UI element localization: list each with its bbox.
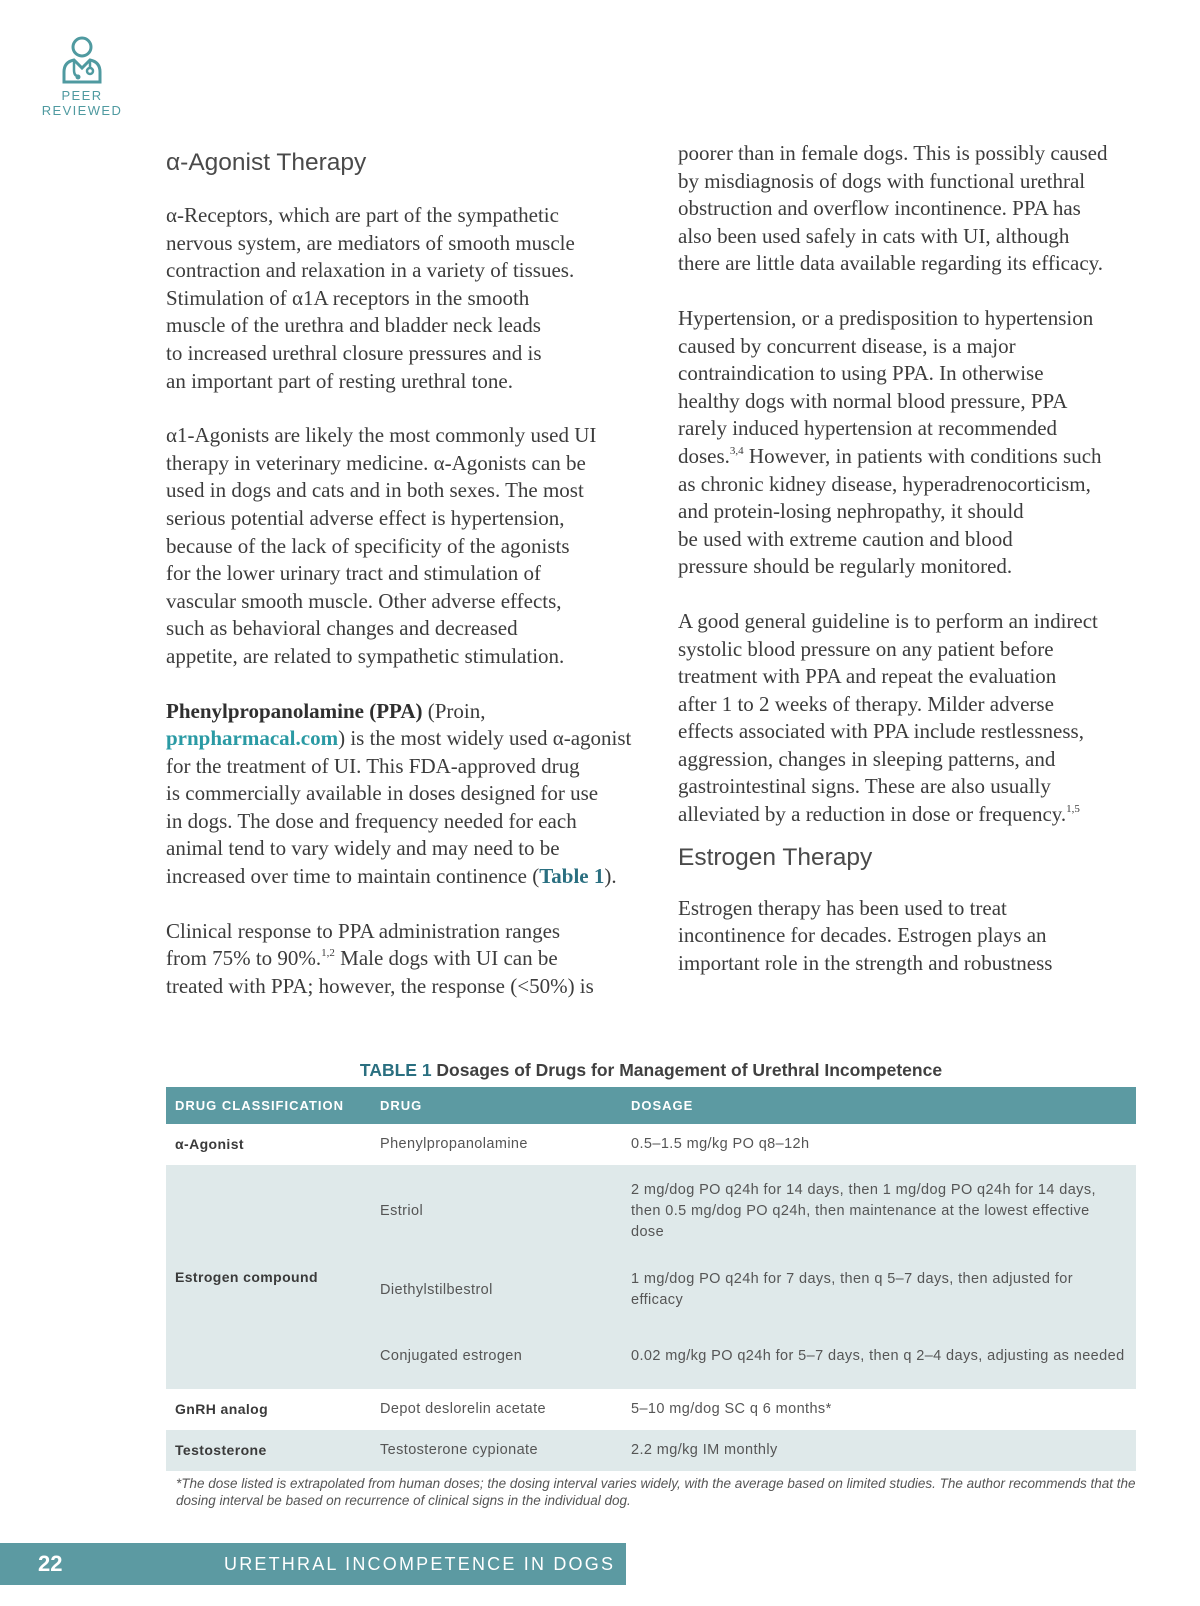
table-label: TABLE 1 bbox=[359, 1060, 432, 1080]
table-header-row bbox=[166, 1087, 1136, 1124]
text-line: healthy dogs with normal blood pressure, PPA bbox=[678, 388, 1068, 413]
text-line: therapy in veterinary medicine. α-Agonists can be bbox=[166, 450, 586, 475]
table-1-reference[interactable]: Table 1 bbox=[539, 864, 605, 889]
cell-drug: Conjugated estrogen bbox=[371, 1323, 622, 1389]
text-line: as chronic kidney disease, hyperadrenocorticism, bbox=[678, 471, 1091, 496]
citation-superscript: 1,2 bbox=[321, 947, 335, 960]
paragraph-ppa bbox=[166, 698, 632, 891]
text-line: incontinence for decades. Estrogen plays an bbox=[678, 923, 1047, 948]
text-line: important role in the strength and robustness bbox=[678, 950, 1053, 975]
right-column bbox=[678, 140, 1148, 1004]
badge-line-1: PEER bbox=[61, 88, 103, 103]
table-footnote: *The dose listed is extrapolated from human doses; the dosing interval varies widely, with the average based on limited studies. The author recommends that the dosing interval be based on recurrence of clinical signs in the individual dog. bbox=[176, 1476, 1136, 1508]
text-line: gastrointestinal signs. These are also usually bbox=[678, 774, 1051, 799]
doctor-icon bbox=[58, 34, 106, 84]
hypertension-text: However, in patients with conditions such bbox=[743, 443, 1102, 468]
text-line: muscle of the urethra and bladder neck leads bbox=[166, 313, 541, 338]
text-line bbox=[678, 443, 1148, 471]
alpha-agonist-heading: α-Agonist Therapy bbox=[166, 149, 367, 176]
header-drug: DRUG bbox=[371, 1087, 622, 1124]
text-line bbox=[678, 801, 1148, 829]
estrogen-therapy-heading: Estrogen Therapy bbox=[678, 843, 873, 871]
text-line: such as behavioral changes and decreased bbox=[166, 616, 518, 641]
paragraph-estrogen bbox=[678, 895, 1148, 978]
clinical-text: Male dogs with UI can be bbox=[334, 946, 558, 971]
text-line: also been used safely in cats with UI, although bbox=[678, 223, 1070, 248]
ppa-last-before: increased over time to maintain continence ( bbox=[166, 864, 540, 889]
text-line: pressure should be regularly monitored. bbox=[678, 554, 1013, 579]
text-line: in dogs. The dose and frequency needed for each bbox=[166, 808, 577, 833]
cell-drug: Testosterone cypionate bbox=[371, 1430, 622, 1471]
guideline-text: alleviated by a reduction in dose or frequency. bbox=[678, 802, 1067, 827]
text-line: serious potential adverse effect is hypertension, bbox=[166, 505, 565, 530]
text-line: for the treatment of UI. This FDA-approved drug bbox=[166, 753, 580, 778]
cell-classification: α-Agonist bbox=[175, 1136, 244, 1152]
cell-dosage: 2.2 mg/kg IM monthly bbox=[622, 1430, 1136, 1471]
text-line: for the lower urinary tract and stimulation of bbox=[166, 561, 541, 586]
text-line: obstruction and overflow incontinence. PPA has bbox=[678, 196, 1081, 221]
text-line bbox=[166, 945, 626, 973]
text-line: and protein-losing nephropathy, it should bbox=[678, 499, 1024, 524]
cell-dosage: 1 mg/dog PO q24h for 7 days, then q 5–7 days, then adjusted for efficacy bbox=[622, 1257, 1136, 1323]
text-line: an important part of resting urethral tone. bbox=[166, 368, 513, 393]
badge-line-2: REVIEWED bbox=[41, 103, 123, 118]
text-line: treatment with PPA and repeat the evaluation bbox=[678, 664, 1057, 689]
text-line: systolic blood pressure on any patient before bbox=[678, 636, 1054, 661]
table-row bbox=[166, 1389, 1136, 1430]
table-title bbox=[166, 1060, 1136, 1081]
text-line: because of the lack of specificity of the agonists bbox=[166, 533, 570, 558]
text-line: treated with PPA; however, the response (<50%) is bbox=[166, 973, 594, 998]
text-line: rarely induced hypertension at recommended bbox=[678, 416, 1058, 441]
text-line: contraindication to using PPA. In otherwise bbox=[678, 361, 1044, 386]
text-line: Estrogen therapy has been used to treat bbox=[678, 895, 1007, 920]
footer-bar bbox=[0, 1543, 626, 1585]
text-line: Stimulation of α1A receptors in the smooth bbox=[166, 285, 530, 310]
dosage-table bbox=[166, 1087, 1136, 1471]
page-number: 22 bbox=[38, 1551, 63, 1576]
text-line: Hypertension, or a predisposition to hypertension bbox=[678, 305, 1094, 330]
text-line: nervous system, are mediators of smooth muscle bbox=[166, 230, 575, 255]
text-line: used in dogs and cats and in both sexes. The most bbox=[166, 478, 584, 503]
cell-classification: Testosterone bbox=[166, 1430, 371, 1471]
hypertension-text: doses. bbox=[678, 443, 730, 468]
table-row bbox=[166, 1124, 1136, 1165]
left-column bbox=[166, 140, 632, 1027]
ppa-term: Phenylpropanolamine (PPA) bbox=[166, 698, 423, 723]
citation-superscript: 3,4 bbox=[729, 444, 744, 457]
ppa-after-term: (Proin, bbox=[422, 698, 486, 723]
text-line bbox=[166, 698, 626, 726]
text-line: vascular smooth muscle. Other adverse effects, bbox=[166, 588, 562, 613]
running-title: URETHRAL INCOMPETENCE IN DOGS bbox=[224, 1554, 616, 1574]
cell-drug: Diethylstilbestrol bbox=[371, 1257, 622, 1323]
ppa-last-after: ). bbox=[604, 864, 617, 889]
citation-superscript: 1,5 bbox=[1066, 803, 1080, 816]
text-line: contraction and relaxation in a variety of tissues. bbox=[166, 258, 575, 283]
cell-drug: Phenylpropanolamine bbox=[380, 1136, 528, 1152]
peer-reviewed-badge bbox=[36, 34, 128, 118]
paragraph-guideline bbox=[678, 608, 1148, 829]
paragraph-alpha-receptors bbox=[166, 202, 626, 395]
text-line: by misdiagnosis of dogs with functional urethral bbox=[678, 168, 1086, 193]
paragraph-clinical-response bbox=[166, 918, 626, 1001]
table-row bbox=[166, 1430, 1136, 1471]
text-line: aggression, changes in sleeping patterns, and bbox=[678, 746, 1056, 771]
table-row bbox=[166, 1165, 1136, 1257]
table-title-text: Dosages of Drugs for Management of Urethral Incompetence bbox=[431, 1060, 943, 1080]
paragraph-male-dogs bbox=[678, 140, 1148, 278]
text-line: to increased urethral closure pressures and is bbox=[166, 340, 542, 365]
cell-drug: Depot deslorelin acetate bbox=[380, 1401, 546, 1417]
text-line: be used with extreme caution and blood bbox=[678, 526, 1013, 551]
cell-dosage: 0.02 mg/kg PO q24h for 5–7 days, then q 2–4 days, adjusting as needed bbox=[622, 1323, 1136, 1389]
cell-dosage: 5–10 mg/dog SC q 6 months* bbox=[631, 1401, 832, 1417]
text-line: effects associated with PPA include restlessness, bbox=[678, 719, 1084, 744]
text-line: there are little data available regarding its efficacy. bbox=[678, 251, 1104, 276]
cell-classification: Estrogen compound bbox=[166, 1165, 371, 1389]
cell-dosage: 2 mg/dog PO q24h for 14 days, then 1 mg/dog PO q24h for 14 days, then 0.5 mg/dog PO q24h, then maintenance at the lowest effective dose bbox=[622, 1165, 1136, 1257]
cell-drug: Estriol bbox=[371, 1165, 622, 1257]
paragraph-hypertension bbox=[678, 305, 1148, 581]
text-line: appetite, are related to sympathetic stimulation. bbox=[166, 643, 565, 668]
paragraph-alpha1-agonists bbox=[166, 422, 626, 670]
header-dosage: DOSAGE bbox=[622, 1087, 1136, 1124]
prnpharmacal-link[interactable]: prnpharmacal.com bbox=[166, 726, 339, 751]
text-line bbox=[166, 725, 632, 753]
text-line: poorer than in female dogs. This is possibly caused bbox=[678, 141, 1108, 165]
text-line: A good general guideline is to perform an indirect bbox=[678, 608, 1098, 633]
text-line: caused by concurrent disease, is a major bbox=[678, 333, 1016, 358]
text-line: Clinical response to PPA administration ranges bbox=[166, 918, 561, 943]
header-drug-classification: DRUG CLASSIFICATION bbox=[166, 1087, 371, 1124]
text-line: is commercially available in doses designed for use bbox=[166, 781, 599, 806]
text-line: α-Receptors, which are part of the sympathetic bbox=[166, 203, 559, 227]
clinical-text: from 75% to 90%. bbox=[166, 946, 322, 971]
cell-dosage: 0.5–1.5 mg/kg PO q8–12h bbox=[631, 1136, 810, 1152]
text-line: α1-Agonists are likely the most commonly used UI bbox=[166, 423, 597, 448]
ppa-after-link: ) is the most widely used α-agonist bbox=[338, 726, 632, 751]
text-line bbox=[166, 863, 626, 891]
text-line: after 1 to 2 weeks of therapy. Milder adverse bbox=[678, 691, 1054, 716]
text-line: animal tend to vary widely and may need to be bbox=[166, 836, 560, 861]
cell-classification: GnRH analog bbox=[175, 1401, 269, 1417]
